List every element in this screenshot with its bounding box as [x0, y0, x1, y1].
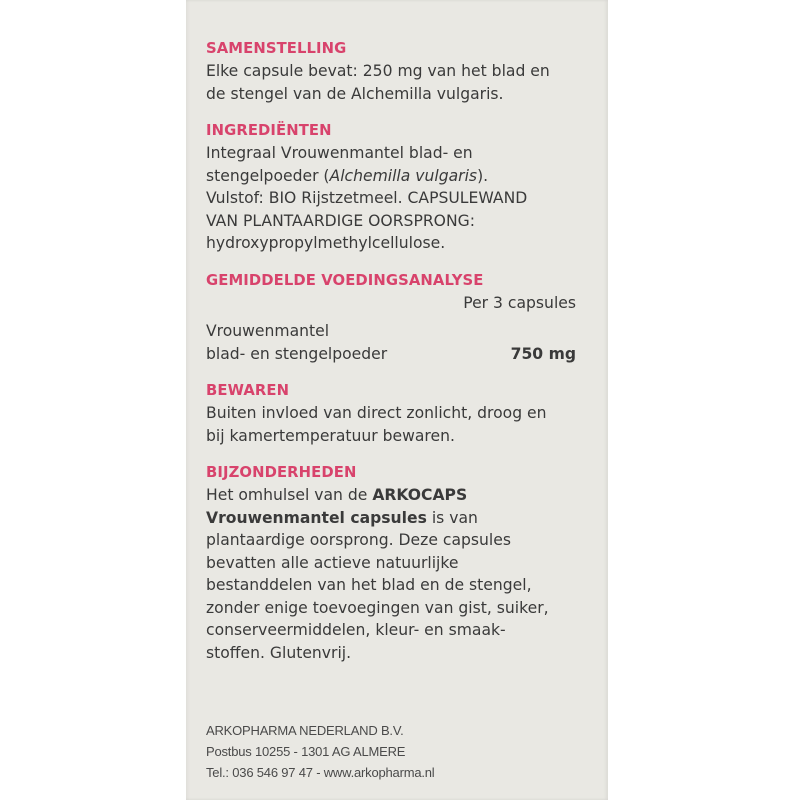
bijzonderheden-line-2-suffix: is van [426, 508, 478, 527]
bijzonderheden-line-2 [206, 507, 586, 530]
nutrition-item-line-1: Vrouwenmantel [206, 322, 330, 340]
section-ingredienten [206, 120, 586, 255]
heading-voedingsanalyse: GEMIDDELDE VOEDINGSANALYSE [206, 271, 484, 289]
bijzonderheden-line-6: zonder enige toevoegingen van gist, suiker, [206, 598, 549, 617]
ingredienten-line-2-suffix: ). [477, 166, 489, 185]
bijzonderheden-line-7: conserveermiddelen, kleur- en smaak- [206, 621, 506, 639]
section-samenstelling [206, 38, 586, 105]
section-voedingsanalyse [206, 270, 586, 366]
ingredienten-line-4: VAN PLANTAARDIGE OORSPRONG: [206, 211, 475, 230]
heading-bewaren: BEWAREN [206, 382, 290, 399]
footer-company: ARKOPHARMA NEDERLAND B.V. [206, 723, 404, 738]
ingredienten-line-1: Integraal Vrouwenmantel blad- en [206, 144, 473, 162]
bijzonderheden-line-1-prefix: Het omhulsel van de [206, 486, 373, 504]
footer-address: Postbus 10255 - 1301 AG ALMERE [206, 744, 406, 759]
heading-bijzonderheden: BIJZONDERHEDEN [206, 464, 357, 481]
nutrition-row [206, 343, 586, 366]
samenstelling-line-2: de stengel van de Alchemilla vulgaris. [206, 84, 504, 103]
ingredienten-line-5: hydroxypropylmethylcellulose. [206, 234, 446, 252]
ingredienten-line-3: Vulstof: BIO Rijstzetmeel. CAPSULEWAND [206, 189, 528, 207]
bijzonderheden-line-5: bestanddelen van het blad en de stengel, [206, 576, 532, 594]
bijzonderheden-line-4: bevatten alle actieve natuurlijke [206, 553, 459, 572]
manufacturer-footer [206, 720, 435, 783]
label-content [206, 38, 586, 679]
ingredienten-line-2-prefix: stengelpoeder ( [206, 166, 330, 185]
bijzonderheden-line-8: stoffen. Glutenvrij. [206, 643, 352, 662]
bewaren-line-1: Buiten invloed van direct zonlicht, droog en [206, 404, 547, 422]
samenstelling-line-1: Elke capsule bevat: 250 mg van het blad en [206, 62, 550, 80]
bijzonderheden-line-3: plantaardige oorsprong. Deze capsules [206, 531, 511, 549]
nutrition-value: 750 mg [510, 344, 576, 363]
bijzonderheden-line-1 [206, 484, 586, 507]
heading-ingredienten: INGREDIËNTEN [206, 122, 332, 139]
ingredienten-line-2 [206, 165, 586, 188]
column-header: Per 3 capsules [463, 293, 576, 312]
brand-name: ARKOCAPS [372, 486, 468, 504]
section-bijzonderheden [206, 462, 586, 664]
section-bewaren [206, 380, 586, 447]
bewaren-line-2: bij kamertemperatuur bewaren. [206, 426, 455, 445]
product-name: Vrouwenmantel capsules [206, 508, 427, 527]
latin-name: Alchemilla vulgaris [329, 166, 478, 185]
heading-samenstelling: SAMENSTELLING [206, 40, 347, 57]
footer-contact: Tel.: 036 546 97 47 - www.arkopharma.nl [206, 765, 435, 780]
nutrition-item-line-2: blad- en stengelpoeder [206, 344, 388, 363]
